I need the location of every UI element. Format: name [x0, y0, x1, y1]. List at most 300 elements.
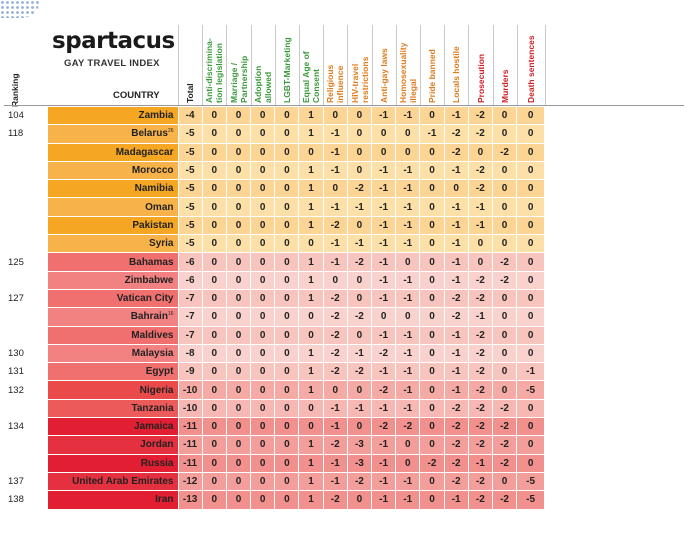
- value-cell: -2: [492, 143, 516, 161]
- country-name: Maldives: [131, 329, 174, 341]
- value-cell: 0: [517, 326, 545, 344]
- value-cell: 0: [347, 326, 371, 344]
- value-cell: 1: [299, 289, 323, 307]
- value-cell: 0: [251, 216, 275, 234]
- header-gridline: [396, 25, 397, 105]
- ranking-cell: 137: [4, 472, 48, 490]
- value-cell: 0: [372, 143, 396, 161]
- value-cell: -1: [372, 216, 396, 234]
- table-row: [4, 308, 545, 326]
- value-cell: -2: [323, 344, 347, 362]
- value-cell: 0: [420, 308, 444, 326]
- value-cell: 0: [251, 308, 275, 326]
- value-cell: -1: [347, 235, 371, 253]
- value-cell: 0: [517, 180, 545, 198]
- footnote-marker: 16: [167, 311, 174, 318]
- value-cell: -1: [323, 161, 347, 179]
- value-cell: -2: [492, 271, 516, 289]
- country-name: Bahamas: [129, 256, 174, 268]
- value-cell: -2: [492, 454, 516, 472]
- value-cell: 0: [202, 399, 226, 417]
- total-cell: -9: [178, 363, 202, 381]
- country-cell: [48, 125, 178, 143]
- value-cell: 0: [347, 381, 371, 399]
- value-cell: 0: [492, 235, 516, 253]
- country-name: Bahrain: [130, 311, 168, 323]
- value-cell: -1: [444, 491, 468, 509]
- value-cell: 1: [299, 363, 323, 381]
- value-cell: 0: [396, 253, 420, 271]
- value-cell: -2: [468, 344, 492, 362]
- value-cell: 0: [420, 271, 444, 289]
- value-cell: -1: [396, 216, 420, 234]
- country-cell: [48, 381, 178, 399]
- country-name: Jamaica: [134, 421, 174, 433]
- value-cell: -1: [396, 381, 420, 399]
- table-row: [4, 180, 545, 198]
- header-gridline: [251, 25, 252, 105]
- value-cell: -1: [323, 235, 347, 253]
- value-cell: 0: [275, 180, 299, 198]
- value-cell: -1: [396, 491, 420, 509]
- value-cell: 0: [420, 198, 444, 216]
- table-row: [4, 235, 545, 253]
- value-cell: 1: [299, 344, 323, 362]
- value-cell: 0: [299, 399, 323, 417]
- value-cell: 0: [226, 454, 250, 472]
- value-cell: -2: [468, 472, 492, 490]
- header-gridline: [420, 25, 421, 105]
- total-cell: -10: [178, 399, 202, 417]
- value-cell: -1: [396, 289, 420, 307]
- value-cell: -1: [372, 271, 396, 289]
- value-cell: 0: [226, 326, 250, 344]
- value-cell: 1: [299, 180, 323, 198]
- value-cell: 0: [275, 344, 299, 362]
- value-cell: 0: [226, 289, 250, 307]
- value-cell: -1: [372, 491, 396, 509]
- value-cell: 0: [251, 271, 275, 289]
- country-cell: [48, 235, 178, 253]
- header-gridline: [545, 25, 546, 105]
- table-row: [4, 363, 545, 381]
- value-cell: -1: [444, 235, 468, 253]
- table-row: [4, 326, 545, 344]
- value-cell: 0: [492, 381, 516, 399]
- country-cell: [48, 289, 178, 307]
- value-cell: 0: [420, 161, 444, 179]
- value-cell: 0: [299, 326, 323, 344]
- country-cell: [48, 399, 178, 417]
- total-cell: -4: [178, 107, 202, 125]
- header-gridline: [275, 25, 276, 105]
- value-cell: 0: [275, 418, 299, 436]
- value-cell: 0: [492, 107, 516, 125]
- value-cell: -2: [323, 436, 347, 454]
- value-cell: -1: [372, 454, 396, 472]
- value-cell: 0: [275, 308, 299, 326]
- ranking-cell: 134: [4, 418, 48, 436]
- total-cell: -5: [178, 216, 202, 234]
- ranking-cell: [4, 143, 48, 161]
- value-cell: 0: [517, 436, 545, 454]
- total-cell: -13: [178, 491, 202, 509]
- value-cell: 0: [275, 107, 299, 125]
- value-cell: 1: [299, 107, 323, 125]
- value-cell: 0: [226, 198, 250, 216]
- value-cell: -1: [444, 216, 468, 234]
- value-cell: 0: [299, 235, 323, 253]
- value-cell: 0: [275, 381, 299, 399]
- value-cell: -1: [468, 216, 492, 234]
- value-cell: -1: [396, 180, 420, 198]
- value-cell: 0: [226, 491, 250, 509]
- table-row: [4, 253, 545, 271]
- value-cell: 0: [226, 472, 250, 490]
- value-cell: 0: [275, 253, 299, 271]
- value-cell: 0: [226, 161, 250, 179]
- value-cell: 0: [226, 253, 250, 271]
- value-cell: -1: [372, 161, 396, 179]
- value-cell: 0: [226, 363, 250, 381]
- value-cell: 0: [226, 180, 250, 198]
- value-cell: -2: [468, 107, 492, 125]
- value-cell: 0: [251, 491, 275, 509]
- country-cell: [48, 143, 178, 161]
- value-cell: 0: [202, 180, 226, 198]
- table-row: [4, 454, 545, 472]
- value-cell: 0: [275, 161, 299, 179]
- value-cell: -1: [396, 271, 420, 289]
- value-cell: 0: [420, 399, 444, 417]
- country-cell: [48, 107, 178, 125]
- value-cell: 0: [275, 472, 299, 490]
- ranking-cell: [4, 308, 48, 326]
- value-cell: 0: [251, 253, 275, 271]
- value-cell: 0: [420, 107, 444, 125]
- country-cell: [48, 344, 178, 362]
- total-cell: -7: [178, 326, 202, 344]
- value-cell: 0: [275, 235, 299, 253]
- table-row: [4, 271, 545, 289]
- value-cell: -1: [323, 418, 347, 436]
- value-cell: 1: [299, 381, 323, 399]
- value-cell: 0: [517, 418, 545, 436]
- value-cell: 1: [299, 454, 323, 472]
- header-gridline: [347, 25, 348, 105]
- ranking-cell: 125: [4, 253, 48, 271]
- value-cell: -1: [347, 198, 371, 216]
- country-cell: [48, 454, 178, 472]
- value-cell: -1: [323, 143, 347, 161]
- value-cell: 0: [517, 161, 545, 179]
- ranking-cell: [4, 271, 48, 289]
- total-cell: -12: [178, 472, 202, 490]
- country-name: Vatican City: [116, 293, 174, 305]
- value-cell: 0: [347, 491, 371, 509]
- ranking-cell: 104: [4, 107, 48, 125]
- value-cell: -2: [468, 363, 492, 381]
- value-cell: -1: [372, 180, 396, 198]
- value-cell: 0: [468, 253, 492, 271]
- header-divider: [4, 105, 684, 106]
- value-cell: 0: [468, 235, 492, 253]
- value-cell: -2: [347, 253, 371, 271]
- value-cell: 0: [251, 472, 275, 490]
- logo-subtitle: GAY TRAVEL INDEX: [64, 58, 160, 69]
- country-cell: [48, 271, 178, 289]
- value-cell: 0: [202, 344, 226, 362]
- value-cell: 0: [251, 143, 275, 161]
- value-cell: 0: [251, 418, 275, 436]
- ranking-cell: 130: [4, 344, 48, 362]
- value-cell: 0: [275, 216, 299, 234]
- value-cell: 0: [251, 180, 275, 198]
- value-cell: 0: [226, 107, 250, 125]
- country-name: Egypt: [145, 366, 174, 378]
- total-cell: -11: [178, 454, 202, 472]
- value-cell: -2: [468, 180, 492, 198]
- value-cell: 0: [202, 472, 226, 490]
- value-cell: 0: [202, 107, 226, 125]
- value-cell: 1: [299, 125, 323, 143]
- country-column-header: COUNTRY: [113, 90, 160, 101]
- value-cell: 0: [275, 326, 299, 344]
- value-cell: 0: [396, 143, 420, 161]
- value-cell: 0: [251, 436, 275, 454]
- value-cell: 0: [251, 125, 275, 143]
- value-cell: 0: [420, 326, 444, 344]
- total-cell: -5: [178, 235, 202, 253]
- value-cell: -2: [444, 399, 468, 417]
- value-cell: 0: [275, 363, 299, 381]
- value-cell: 0: [396, 308, 420, 326]
- value-cell: -2: [323, 216, 347, 234]
- value-cell: -3: [347, 436, 371, 454]
- value-cell: 1: [299, 253, 323, 271]
- value-cell: 0: [517, 198, 545, 216]
- value-cell: -2: [444, 436, 468, 454]
- total-cell: -5: [178, 180, 202, 198]
- value-cell: 0: [275, 289, 299, 307]
- value-cell: -2: [468, 381, 492, 399]
- country-name: Oman: [145, 201, 174, 213]
- value-cell: -2: [468, 399, 492, 417]
- value-cell: 0: [492, 161, 516, 179]
- country-name: Morocco: [131, 165, 174, 177]
- value-cell: 0: [347, 125, 371, 143]
- value-cell: -2: [372, 381, 396, 399]
- total-cell: -5: [178, 143, 202, 161]
- country-cell: [48, 363, 178, 381]
- value-cell: 0: [299, 143, 323, 161]
- value-cell: 0: [420, 491, 444, 509]
- header-gridline: [517, 25, 518, 105]
- ranking-cell: 132: [4, 381, 48, 399]
- header-gridline: [468, 25, 469, 105]
- value-cell: -1: [444, 161, 468, 179]
- value-cell: 0: [251, 454, 275, 472]
- value-cell: 0: [202, 235, 226, 253]
- value-cell: 0: [420, 216, 444, 234]
- country-cell: [48, 436, 178, 454]
- total-cell: -11: [178, 436, 202, 454]
- value-cell: 0: [323, 271, 347, 289]
- value-cell: 0: [444, 180, 468, 198]
- country-name: United Arab Emirates: [72, 476, 174, 488]
- value-cell: -2: [372, 344, 396, 362]
- value-cell: -2: [492, 253, 516, 271]
- value-cell: 0: [226, 143, 250, 161]
- value-cell: -2: [372, 418, 396, 436]
- value-cell: 0: [517, 107, 545, 125]
- value-cell: 0: [275, 454, 299, 472]
- value-cell: -1: [444, 198, 468, 216]
- table-row: [4, 125, 545, 143]
- value-cell: 0: [202, 271, 226, 289]
- country-cell: [48, 216, 178, 234]
- value-cell: -1: [372, 436, 396, 454]
- value-cell: 0: [226, 418, 250, 436]
- value-cell: 0: [275, 399, 299, 417]
- total-cell: -5: [178, 198, 202, 216]
- ranking-cell: 131: [4, 363, 48, 381]
- value-cell: 0: [517, 271, 545, 289]
- value-cell: -1: [444, 363, 468, 381]
- value-cell: -1: [468, 308, 492, 326]
- value-cell: 0: [517, 308, 545, 326]
- value-cell: 0: [492, 125, 516, 143]
- value-cell: 0: [202, 308, 226, 326]
- table-row: [4, 344, 545, 362]
- value-cell: -2: [468, 491, 492, 509]
- value-cell: -2: [468, 436, 492, 454]
- gay-travel-index-table: [4, 107, 545, 510]
- total-cell: -8: [178, 344, 202, 362]
- value-cell: 0: [517, 125, 545, 143]
- ranking-cell: [4, 436, 48, 454]
- value-cell: 1: [299, 216, 323, 234]
- value-cell: 0: [251, 344, 275, 362]
- value-cell: 0: [347, 271, 371, 289]
- table-row: [4, 198, 545, 216]
- value-cell: 0: [202, 491, 226, 509]
- value-cell: 0: [420, 418, 444, 436]
- value-cell: -2: [468, 289, 492, 307]
- value-cell: -2: [444, 308, 468, 326]
- country-cell: [48, 198, 178, 216]
- value-cell: -1: [468, 454, 492, 472]
- value-cell: -1: [323, 198, 347, 216]
- value-cell: -1: [444, 271, 468, 289]
- ranking-cell: 127: [4, 289, 48, 307]
- value-cell: 0: [226, 235, 250, 253]
- value-cell: 0: [202, 289, 226, 307]
- value-cell: 0: [420, 180, 444, 198]
- value-cell: 0: [202, 253, 226, 271]
- table-row: [4, 161, 545, 179]
- ranking-cell: [4, 326, 48, 344]
- country-cell: [48, 472, 178, 490]
- value-cell: -2: [323, 308, 347, 326]
- table-row: [4, 418, 545, 436]
- value-cell: 0: [202, 198, 226, 216]
- ranking-cell: [4, 216, 48, 234]
- value-cell: -1: [396, 161, 420, 179]
- value-cell: -5: [517, 381, 545, 399]
- ranking-cell: [4, 235, 48, 253]
- value-cell: -2: [492, 418, 516, 436]
- table-row: [4, 289, 545, 307]
- value-cell: 0: [492, 344, 516, 362]
- value-cell: 0: [299, 308, 323, 326]
- value-cell: 0: [275, 143, 299, 161]
- country-name: Belarus: [131, 128, 168, 140]
- value-cell: 0: [202, 363, 226, 381]
- value-cell: -2: [347, 308, 371, 326]
- value-cell: -2: [468, 418, 492, 436]
- value-cell: -2: [492, 399, 516, 417]
- country-name: Pakistan: [132, 219, 174, 231]
- value-cell: 0: [202, 436, 226, 454]
- value-cell: 0: [517, 289, 545, 307]
- value-cell: 0: [275, 436, 299, 454]
- table-row: [4, 107, 545, 125]
- value-cell: 0: [517, 399, 545, 417]
- value-cell: -1: [444, 107, 468, 125]
- value-cell: -2: [444, 289, 468, 307]
- header-gridline: [372, 25, 373, 105]
- country-name: Jordan: [140, 439, 174, 451]
- value-cell: -1: [347, 344, 371, 362]
- country-cell: [48, 418, 178, 436]
- value-cell: 0: [517, 235, 545, 253]
- value-cell: -2: [323, 491, 347, 509]
- value-cell: 0: [468, 143, 492, 161]
- country-name: Syria: [149, 238, 174, 250]
- value-cell: -1: [444, 326, 468, 344]
- value-cell: 0: [226, 308, 250, 326]
- value-cell: 0: [226, 399, 250, 417]
- value-cell: -2: [347, 180, 371, 198]
- value-cell: 0: [251, 198, 275, 216]
- total-cell: -7: [178, 308, 202, 326]
- value-cell: 0: [226, 344, 250, 362]
- value-cell: 0: [347, 289, 371, 307]
- value-cell: 0: [517, 454, 545, 472]
- country-name: Zambia: [138, 110, 174, 122]
- value-cell: 0: [226, 216, 250, 234]
- value-cell: -1: [372, 198, 396, 216]
- value-cell: 1: [299, 161, 323, 179]
- value-cell: 1: [299, 198, 323, 216]
- value-cell: 0: [420, 436, 444, 454]
- value-cell: 0: [202, 125, 226, 143]
- country-name: Tanzania: [131, 402, 174, 414]
- value-cell: -2: [323, 363, 347, 381]
- value-cell: -1: [323, 125, 347, 143]
- value-cell: 0: [396, 454, 420, 472]
- value-cell: -1: [323, 472, 347, 490]
- value-cell: -1: [444, 344, 468, 362]
- value-cell: -2: [444, 454, 468, 472]
- value-cell: -1: [323, 399, 347, 417]
- value-cell: 1: [299, 491, 323, 509]
- value-cell: -2: [323, 289, 347, 307]
- value-cell: -1: [372, 107, 396, 125]
- value-cell: -2: [323, 326, 347, 344]
- value-cell: 0: [492, 180, 516, 198]
